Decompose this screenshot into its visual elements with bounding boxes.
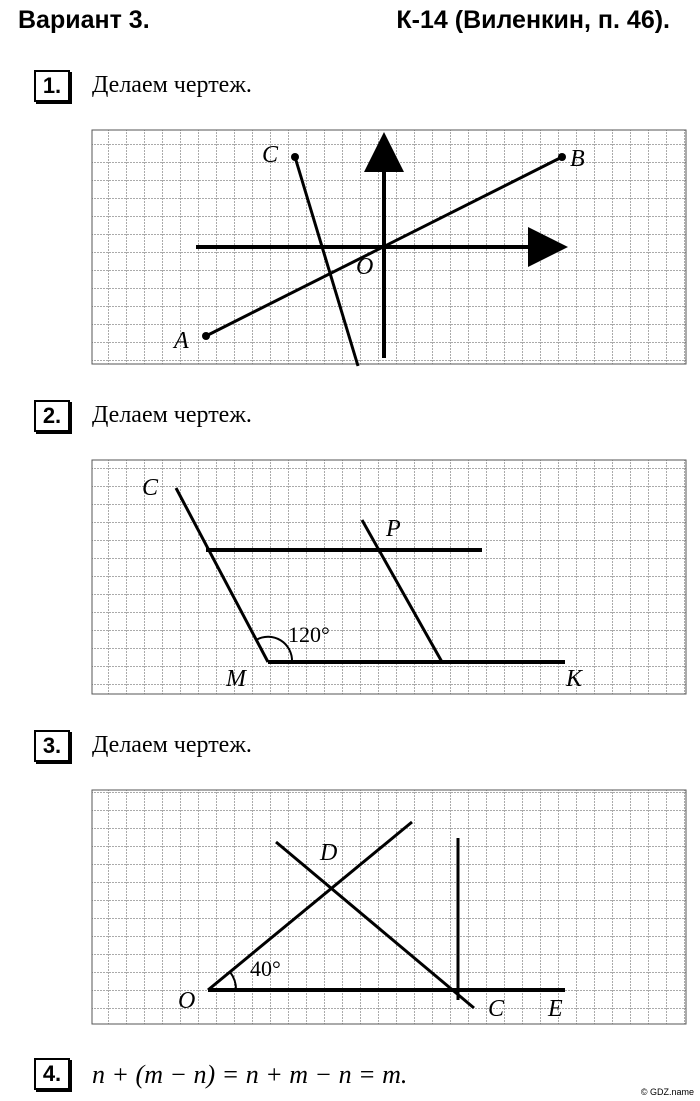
label-a-1: A (174, 328, 189, 354)
label-c-3: C (488, 996, 505, 1022)
figure-1 (92, 130, 686, 366)
label-e-3: E (548, 996, 563, 1022)
task-number-1: 1. (34, 70, 70, 102)
task-formula-4: n + (m − n) = n + m − n = m. (92, 1060, 408, 1089)
task-number-2: 2. (34, 400, 70, 432)
label-c-2: C (142, 475, 159, 501)
angle-label-3: 40° (250, 956, 281, 981)
task-text-2: Делаем чертеж. (92, 402, 252, 428)
figure-3 (92, 790, 686, 1024)
label-p-2: P (386, 516, 401, 542)
label-d-3: D (320, 840, 338, 866)
test-title: К-14 (Виленкин, п. 46). (396, 6, 670, 34)
task-number-4: 4. (34, 1058, 70, 1090)
task-number-3: 3. (34, 730, 70, 762)
label-o-3: O (178, 988, 196, 1014)
point-c (291, 153, 299, 161)
label-m-2: M (226, 666, 246, 692)
watermark: © GDZ.name (640, 1087, 694, 1097)
label-c-1: C (262, 142, 279, 168)
label-b-1: B (570, 146, 585, 172)
label-o-1: O (356, 254, 374, 280)
variant-title: Вариант 3. (18, 6, 150, 34)
angle-label-2: 120° (288, 622, 330, 647)
point-b (558, 153, 566, 161)
point-a (202, 332, 210, 340)
task-text-1: Делаем чертеж. (92, 72, 252, 98)
figure-2 (92, 460, 686, 694)
label-k-2: K (566, 666, 583, 692)
task-text-3: Делаем чертеж. (92, 732, 252, 758)
